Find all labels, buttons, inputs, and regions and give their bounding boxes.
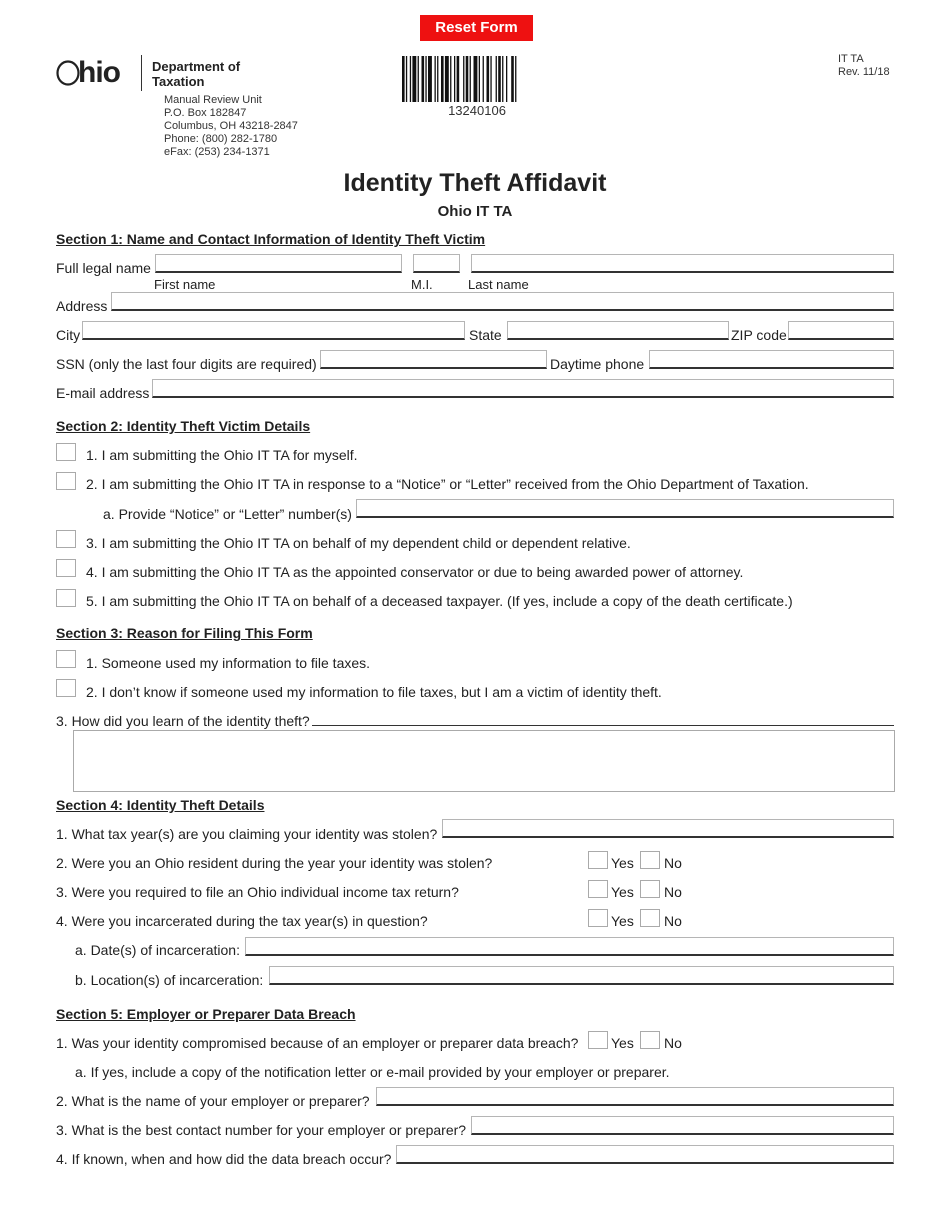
section3-heading: Section 3: Reason for Filing This Form xyxy=(56,625,313,641)
s4-q1-label: 1. What tax year(s) are you claiming your identity was stolen? xyxy=(56,826,438,842)
s5-q4-label: 4. If known, when and how did the data breach occur? xyxy=(56,1151,392,1167)
s5-q1-yes-checkbox[interactable] xyxy=(588,1031,608,1049)
s2-item5-label: 5. I am submitting the Ohio IT TA on behalf of a deceased taxpayer. (If yes, include a copy of the death certificate.) xyxy=(86,593,793,609)
s2-item3-checkbox[interactable] xyxy=(56,530,76,548)
zip-field[interactable] xyxy=(788,321,894,340)
s5-q1-no-label: No xyxy=(664,1035,682,1051)
employer-name-field[interactable] xyxy=(376,1087,894,1106)
first-name-caption: First name xyxy=(154,277,216,292)
s2-item2a-label: a. Provide “Notice” or “Letter” number(s) xyxy=(103,506,352,522)
mi-caption: M.I. xyxy=(411,277,433,292)
city-field[interactable] xyxy=(82,321,465,340)
city-label: City xyxy=(56,327,81,343)
section5-heading: Section 5: Employer or Preparer Data Breach xyxy=(56,1006,356,1022)
s4-q4-yes-checkbox[interactable] xyxy=(588,909,608,927)
s4-q4-no-checkbox[interactable] xyxy=(640,909,660,927)
section4-heading: Section 4: Identity Theft Details xyxy=(56,797,265,813)
email-label: E-mail address xyxy=(56,385,150,401)
s2-item4-label: 4. I am submitting the Ohio IT TA as the appointed conservator or due to being awarded power of attorney. xyxy=(86,564,744,580)
form-id: IT TA Rev. 11/18 xyxy=(838,53,890,78)
first-name-field[interactable] xyxy=(155,254,402,273)
incarceration-dates-field[interactable] xyxy=(245,937,894,956)
s2-item5-checkbox[interactable] xyxy=(56,589,76,607)
s3-item2-label: 2. I don’t know if someone used my information to file taxes, but I am a victim of identity theft. xyxy=(86,684,662,700)
s3-item1-checkbox[interactable] xyxy=(56,650,76,668)
middle-initial-field[interactable] xyxy=(413,254,460,273)
state-label: State xyxy=(469,327,502,343)
address-field[interactable] xyxy=(111,292,894,311)
email-field[interactable] xyxy=(152,379,894,398)
ssn-label: SSN (only the last four digits are required) xyxy=(56,356,317,372)
s4-q3-no-checkbox[interactable] xyxy=(640,880,660,898)
s4-q2-no-label: No xyxy=(664,855,682,871)
s3-item3-rule xyxy=(312,725,894,726)
s3-item1-label: 1. Someone used my information to file taxes. xyxy=(86,655,371,671)
s3-item3-label: 3. How did you learn of the identity theft? xyxy=(56,713,310,729)
breach-details-field[interactable] xyxy=(396,1145,894,1164)
reset-form-button[interactable]: Reset Form xyxy=(420,15,533,41)
s4-q4a-label: a. Date(s) of incarceration: xyxy=(75,942,240,958)
s2-item4-checkbox[interactable] xyxy=(56,559,76,577)
s4-q4-no-label: No xyxy=(664,913,682,929)
logo-divider xyxy=(141,55,142,91)
s5-q3-label: 3. What is the best contact number for your employer or preparer? xyxy=(56,1122,467,1138)
s3-item2-checkbox[interactable] xyxy=(56,679,76,697)
how-learned-textarea[interactable] xyxy=(73,730,895,792)
s4-q2-label: 2. Were you an Ohio resident during the year your identity was stolen? xyxy=(56,855,493,871)
barcode xyxy=(402,56,552,102)
s4-q2-yes-checkbox[interactable] xyxy=(588,851,608,869)
mailing-address: Manual Review Unit P.O. Box 182847 Columbus, OH 43218-2847 Phone: (800) 282-1780 eFax: (253) 234-1371 xyxy=(164,94,298,158)
tax-years-field[interactable] xyxy=(442,819,894,838)
form-subtitle: Ohio IT TA xyxy=(437,203,513,220)
ohio-logo-icon xyxy=(56,60,80,86)
s2-item1-checkbox[interactable] xyxy=(56,443,76,461)
daytime-phone-field[interactable] xyxy=(649,350,894,369)
s5-q1a-label: a. If yes, include a copy of the notification letter or e-mail provided by your employer or preparer. xyxy=(75,1064,670,1080)
s4-q2-no-checkbox[interactable] xyxy=(640,851,660,869)
s2-item2-label: 2. I am submitting the Ohio IT TA in response to a “Notice” or “Letter” received from the Ohio Department of Taxation. xyxy=(86,476,809,492)
s4-q4b-label: b. Location(s) of incarceration: xyxy=(75,972,264,988)
logo-text: hio xyxy=(78,56,120,89)
s5-q1-yes-label: Yes xyxy=(611,1035,634,1051)
ssn-field[interactable] xyxy=(320,350,547,369)
s2-item3-label: 3. I am submitting the Ohio IT TA on behalf of my dependent child or dependent relative. xyxy=(86,535,631,551)
address-label: Address xyxy=(56,298,108,314)
state-field[interactable] xyxy=(507,321,729,340)
s2-item1-label: 1. I am submitting the Ohio IT TA for myself. xyxy=(86,447,358,463)
s5-q1-label: 1. Was your identity compromised because of an employer or preparer data breach? xyxy=(56,1035,579,1051)
section2-heading: Section 2: Identity Theft Victim Details xyxy=(56,418,311,434)
section1-heading: Section 1: Name and Contact Information of Identity Theft Victim xyxy=(56,231,486,247)
last-name-caption: Last name xyxy=(468,277,529,292)
department-name: Department of Taxation xyxy=(152,59,241,89)
form-title: Identity Theft Affidavit xyxy=(343,169,607,197)
s4-q3-label: 3. Were you required to file an Ohio individual income tax return? xyxy=(56,884,459,900)
employer-contact-field[interactable] xyxy=(471,1116,894,1135)
s5-q2-label: 2. What is the name of your employer or preparer? xyxy=(56,1093,370,1109)
s4-q2-yes-label: Yes xyxy=(611,855,634,871)
s4-q4-yes-label: Yes xyxy=(611,913,634,929)
s4-q3-yes-checkbox[interactable] xyxy=(588,880,608,898)
notice-number-field[interactable] xyxy=(356,499,894,518)
barcode-number: 13240106 xyxy=(448,103,506,118)
s4-q3-yes-label: Yes xyxy=(611,884,634,900)
s4-q3-no-label: No xyxy=(664,884,682,900)
incarceration-locations-field[interactable] xyxy=(269,966,894,985)
s5-q1-no-checkbox[interactable] xyxy=(640,1031,660,1049)
daytime-phone-label: Daytime phone xyxy=(550,356,645,372)
s4-q4-label: 4. Were you incarcerated during the tax year(s) in question? xyxy=(56,913,428,929)
s2-item2-checkbox[interactable] xyxy=(56,472,76,490)
zip-label: ZIP code xyxy=(731,327,787,343)
last-name-field[interactable] xyxy=(471,254,894,273)
full-legal-name-label: Full legal name xyxy=(56,260,151,276)
